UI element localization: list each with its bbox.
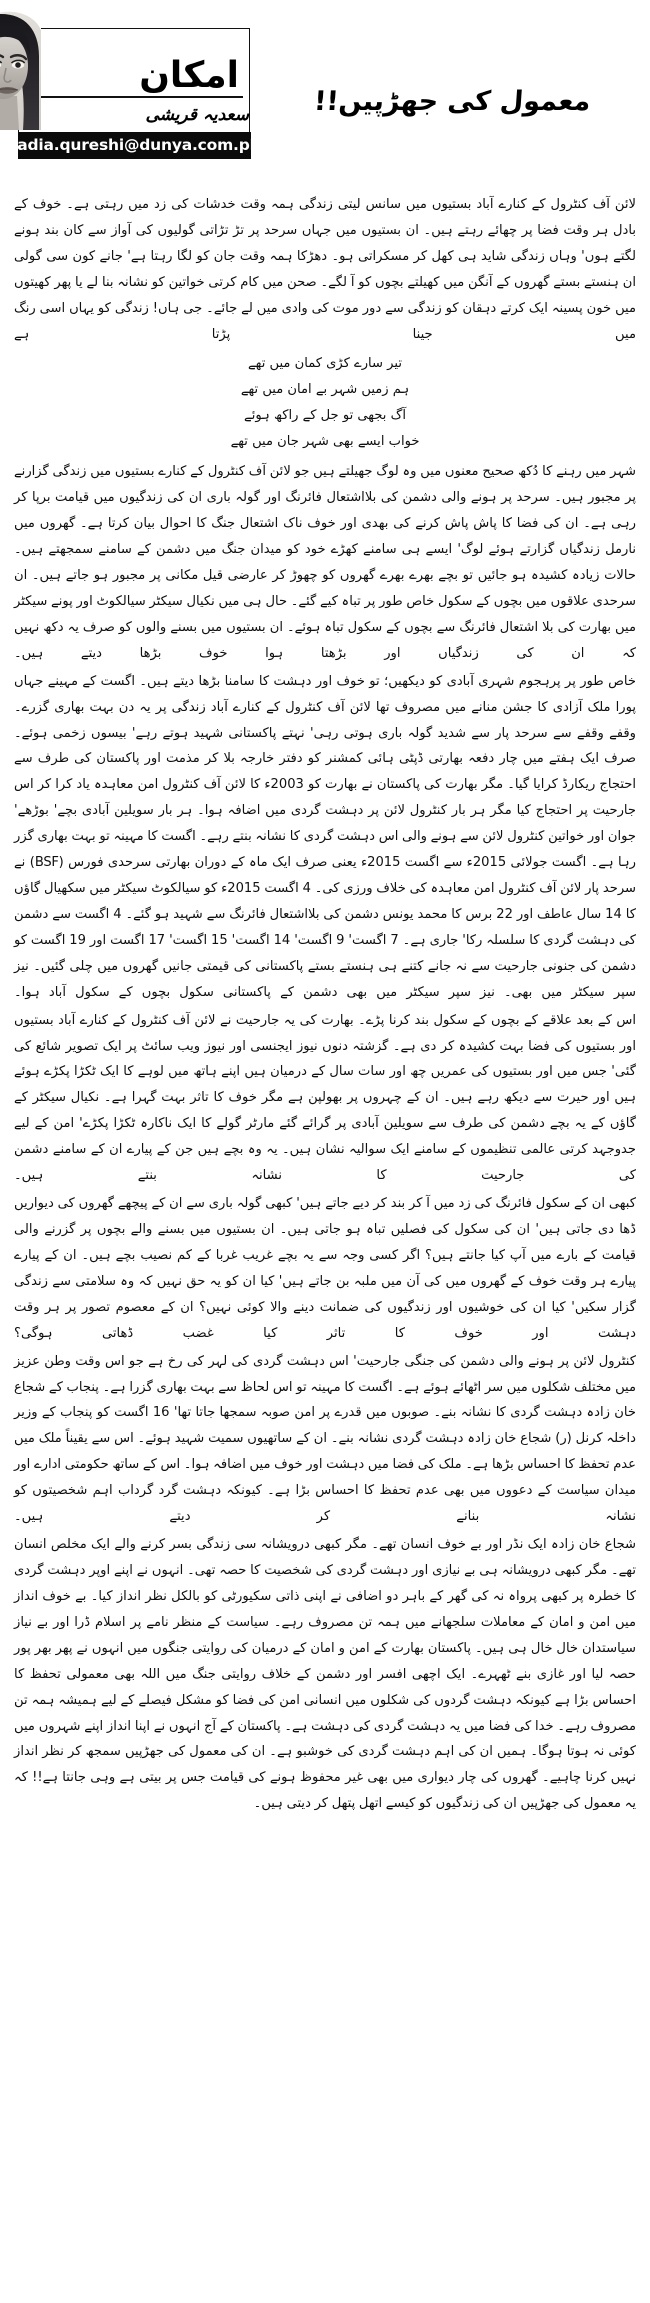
headline-area <box>250 28 638 158</box>
verse-block <box>14 351 636 456</box>
verse-line: آگ بجھی تو جل کے راکھ ہوئے <box>244 407 406 423</box>
article-paragraph: شجاع خان زادہ ایک نڈر اور بے خوف انسان تھے۔ مگر کبھی درویشانہ سی زندگی بسر کرنے والے ایک مخلص انسان تھے۔ مگر کبھی درویشانہ ہی بے نیازی اور دہشت گردی کی شخصیت کا حصہ تھی۔ انہوں نے اپنے اوپر دہشت گردی کا خطرہ پر کبھی پرواہ نہ کی گھر کے باہر دو اضافی نے اپنی ذاتی سکیورٹی کو بالکل نظر انداز کیا۔ بے خوف انداز میں امن و امان کے معاملات سلجھانے میں ہمہ تن مصروف رہے۔ سیاست کے منظر نامے پر اسلام ڈرا اور بے نیاز سیاستدان خال خال ہی ہیں۔ پاکستان بھارت کے امن و امان کے درمیان کی روایتی جنگوں میں انہوں نے پھر بھر پور حصہ لیا اور غازی بنے ٹھہرے۔ ایک اچھی افسر اور دشمن کے خلاف روایتی جنگ میں اللہ بھی معمولی تحفظ کا احساس بڑا ہے کیونکہ دہشت گردوں کی شکلوں میں انسانی امن کی فضا کو مشکل فیصلے کے لیے ہمیشہ ہمہ تن مصروف رہے۔ خدا کی فضا میں یہ دہشت گردی کی دہشت ہے۔ پاکستان کے آج انہوں نے اپنا انداز اپنے شہروں میں کوئی نہ ہوتا ہوگا۔ ہمیں ان کی اہم دہشت گردی کی خوشبو ہے۔ ان کی معمول کی جھڑپیں سمجھ کر نظر انداز نہیں کرنا چاہیے۔ گھروں کی چار دیواری میں بھی غیر محفوظ ہونے کی قیامت جس پر بیتی ہے وہی جانتا ہے!! کہ یہ معمول کی جھڑپیں ان کی زندگیوں کو کیسے اتھل پتھل کر دیتی ہیں۔ <box>14 1537 636 1812</box>
article-paragraph: اس کے بعد علاقے کے بچوں کے سکول بند کرنا پڑے۔ بھارت کی یہ جارحیت نے لائن آف کنٹرول کے کنارے آباد بستیوں اور بستیوں کی فضا بہت کشیدہ کر دی ہے۔ گزشتہ دنوں نیوز ایجنسی اور نیوز ویب سائٹ پر ایک تصویر شائع کی گئی' جس میں اور بستیوں کی عمریں چھ اور سات سال کے درمیان ہیں اپنے ہاتھ میں لوہے کا ایک ٹکڑا پکڑے ہوئے ہیں اور حیرت سے دیکھ رہے ہیں۔ ان کے چہروں پر بھولپن ہے مگر خوف کا تاثر بہت گہرا ہے۔ نکیال سیکٹر کے گاؤں کے یہ بچے دشمن کی طرف سے سویلین آبادی پر گرائے گئے مارٹر گولے کا ایک ناکارہ ٹکڑا پکڑے' امن کے لیے جدوجہد کرتی عالمی تنظیموں کے سامنے ایک سوالیہ نشان ہیں۔ یہ وہ بچے ہیں جن کے پیارے ان کے سامنے دشمن کی جارحیت کا نشانہ بنتے ہیں۔ <box>14 1012 636 1184</box>
column-brand-block <box>8 28 260 158</box>
verse-line: تیر سارے کڑی کمان میں تھے <box>248 355 402 371</box>
column-brand-title: امکان <box>139 55 239 96</box>
brand-title-row <box>19 29 249 96</box>
author-email[interactable]: sadia.qureshi@dunya.com.pk <box>8 136 260 154</box>
page-title: معمول کی جھڑپیں!! <box>312 85 592 117</box>
article-paragraph: لائن آف کنٹرول کے کنارے آباد بستیوں میں سانس لیتی زندگی ہمہ وقت خدشات کی زد میں رہتی ہے۔ خوف کے بادل ہر وقت فضا پر چھائے رہتے ہیں۔ ان بستیوں میں جہاں سرحد پر تڑ تڑاتی گولیوں کی آواز سے کان بند ہونے لگتے ہوں' وہاں زندگی شاید ہی کھل کر مسکراتی ہو۔ دھڑکا ہمہ وقت جان کو لگا رہتا ہے' جانے کون سی گولی ان ہنستے بستے گھروں کے آنگن میں کھیلتے بچوں کو آ لگے۔ صحن میں کام کرتی خواتین کو نشانہ بنا لے یا پھر کھیتوں میں خون پسینہ ایک کرتے دہقان کو زندگی سے دور موت کی وادی میں لے جائے۔ جی ہاں! زندگی کو یہاں اسی رنگ میں جینا پڑتا ہے <box>14 197 636 342</box>
article-paragraph: کبھی ان کے سکول فائرنگ کی زد میں آ کر بند کر دیے جاتے ہیں' کبھی گولہ باری سے ان کے پیچھے گھروں کی دیواریں ڈھا دی جاتی ہیں' ان کی سکول کی فصلیں تباہ ہو جاتی ہیں۔ ان بستیوں میں بسنے والے بچوں پر گزرنے والی قیامت کے بارے میں آپ کیا جانتے ہیں؟ اگر کسی وجہ سے یہ بچے غریب غربا کے کم نصیب بچے ہیں۔ ان کے پیارے پیارے ہر وقت خوف کے گھروں میں کی آن میں ملبہ بن جاتے ہیں' کیا ان کو یہ حق نہیں کہ وہ سلامتی سے زندگی گزار سکیں' کیا ان کی خوشیوں اور زندگیوں کی ضمانت دینے والا کوئی نہیں؟ ان کے معصوم تصور پر ہر وقت دہشت اور خوف کا تاثر کیا غضب ڈھاتی ہوگی؟ <box>14 1196 636 1341</box>
verse-line: خواب ایسے بھی شہر جان میں تھے <box>230 434 420 450</box>
verse-line: ہم زمیں شہر بے امان میں تھے <box>240 381 410 397</box>
article-body <box>0 180 650 1817</box>
article-paragraph: کنٹرول لائن پر ہونے والی دشمن کی جنگی جارحیت' اس دہشت گردی کی لہر کی رخ ہے جو اس وقت وطن عزیز میں مختلف شکلوں میں سر اٹھائے ہوئے ہے۔ اگست کا مہینہ تو اس لحاظ سے بہت بھاری گزرا ہے۔ پنجاب کے شجاع خان زادہ دہشت گردی کا نشانہ بنے۔ صوبوں میں قدرے پر امن صوبہ سمجھا جاتا تھا' 16 اگست کو پنجاب کے وزیر داخلہ کرنل (ر) شجاع خان زادہ دہشت گردی نشانہ بنے۔ ان کے ساتھیوں سمیت شہید ہوئے۔ اس سے یقیناً ملک میں عدم تحفظ کا احساس بڑھا ہے۔ ملک کی فضا میں دہشت اور خوف میں اضافہ ہوا۔ اس کے ساتھ حکومتی ادارے اور میدان سیاست کے دعووں میں بھی عدم تحفظ کا احساس بڑا ہے۔ کیونکہ دہشت گرد گرداب اہم شخصیتوں کو نشانہ بنانے کر دیتے ہیں۔ <box>14 1353 636 1525</box>
author-name-row <box>19 98 249 132</box>
article-paragraph: خاص طور پر پرہجوم شہری آبادی کو دیکھیں؛ تو خوف اور دہشت کا سامنا بڑھا دیتے ہیں۔ اگست کے مہینے جہاں پورا ملک آزادی کا جشن منانے میں مصروف تھا لائن آف کنٹرول کے کنارے آباد زندگی پر یہ دن بہت بھاری گزرے۔ وقفے وقفے سے سرحد پار سے شدید گولہ باری ہوتی رہی' نہتے پاکستانی شہید ہوتے رہے' بیسوں زخمی ہوئے۔ صرف ایک ہفتے میں چار دفعہ بھارتی ڈپٹی ہائی کمشنر کو دفتر خارجہ بلا کر مذمت اور پاکستان کی طرف سے احتجاج ریکارڈ کرایا گیا۔ مگر بھارت کی پاکستان نے بھارت کو 2003ء کا لائن آف کنٹرول امن معاہدہ یاد کرا کر اس جارحیت پر احتجاج کیا مگر ہر بار کنٹرول لائن پر دہشت گردی میں اضافہ ہوا۔ ہر بار سویلین آبادی بچے' بوڑھے' جوان اور خواتین کنٹرول لائن سے ہونے والی اس دہشت گردی کا نشانہ بنتے رہے۔ اگست کا مہینہ تو بہت بھاری گزر رہا ہے۔ اگست جولائی 2015ء سے اگست 2015ء یعنی صرف ایک ماہ کے دوران بھارتی سرحدی فورس (BSF) نے سرحد پار لائن آف کنٹرول امن معاہدہ کی خلاف ورزی کی۔ 4 اگست 2015ء کو سیالکوٹ سیکٹر میں سکھیال گاؤں کا 14 سال عاطف اور 22 برس کا محمد یونس دشمن کی بلااشتعال فائرنگ سے شہید ہو گئے۔ 4 اگست سے دشمن کی دہشت گردی کا سلسلہ رکا' جاری ہے۔ 7 اگست' 9 اگست' 14 اگست' 15 اگست' 17 اگست اور 19 اگست کو دشمن کی جنونی جارحیت سے نہ جانے کتنے ہی ہنستے بستے پاکستانی کی قیمتی جانیں گھروں میں چلی گئیں۔ نیز سپر سیکٹر میں بھی۔ نیز سپر سیکٹر میں بھی دشمن کے پاکستانی سکول بچوں کے سکول آباد ہوا۔ <box>14 673 637 1000</box>
author-name: سعدیہ قریشی <box>145 105 249 125</box>
author-email-bar[interactable] <box>8 132 260 159</box>
masthead <box>0 0 650 180</box>
article-paragraph: شہر میں رہنے کا دُکھ صحیح معنوں میں وہ لوگ جھیلتے ہیں جو لائن آف کنٹرول کے کنارے بستیوں میں زندگی گزارنے پر مجبور ہیں۔ سرحد پر ہونے والی دشمن کی بلااشتعال فائرنگ اور گولہ باری ان کی زندگیوں میں قیامت برپا کر رہی ہے۔ ان کی فضا کا پاش پاش کرنے کی بھدی اور خوف ناک اشتعال جنگ کا احوال بیان کرتا ہے۔ گھروں میں نارمل زندگیاں گزارتے ہوئے لوگ' ایسے ہی سامنے کھڑے خود کو میدان جنگ میں دشمن کے سامنے سمجھتے ہیں۔ حالات زیادہ کشیدہ ہو جائیں تو بچے بھرے بھرے گھروں کو چھوڑ کر عارضی قیل مکانی پر مجبور ہو جاتے ہیں۔ ان سرحدی علاقوں میں بچوں کے سکول خاص طور پر تباہ کیے گئے۔ حال ہی میں نکیال سیکٹر سیالکوٹ اور پونے سیکٹر میں بھارت کی بلا اشتعال فائرنگ سے بچوں کے سکول تباہ ہوئے۔ ان بستیوں میں بسنے والوں کو صرف یہ دکھ نہیں کہ ان کی زندگیاں اور بڑھتا ہوا خوف بڑھا دیتے ہیں۔ <box>14 464 636 661</box>
